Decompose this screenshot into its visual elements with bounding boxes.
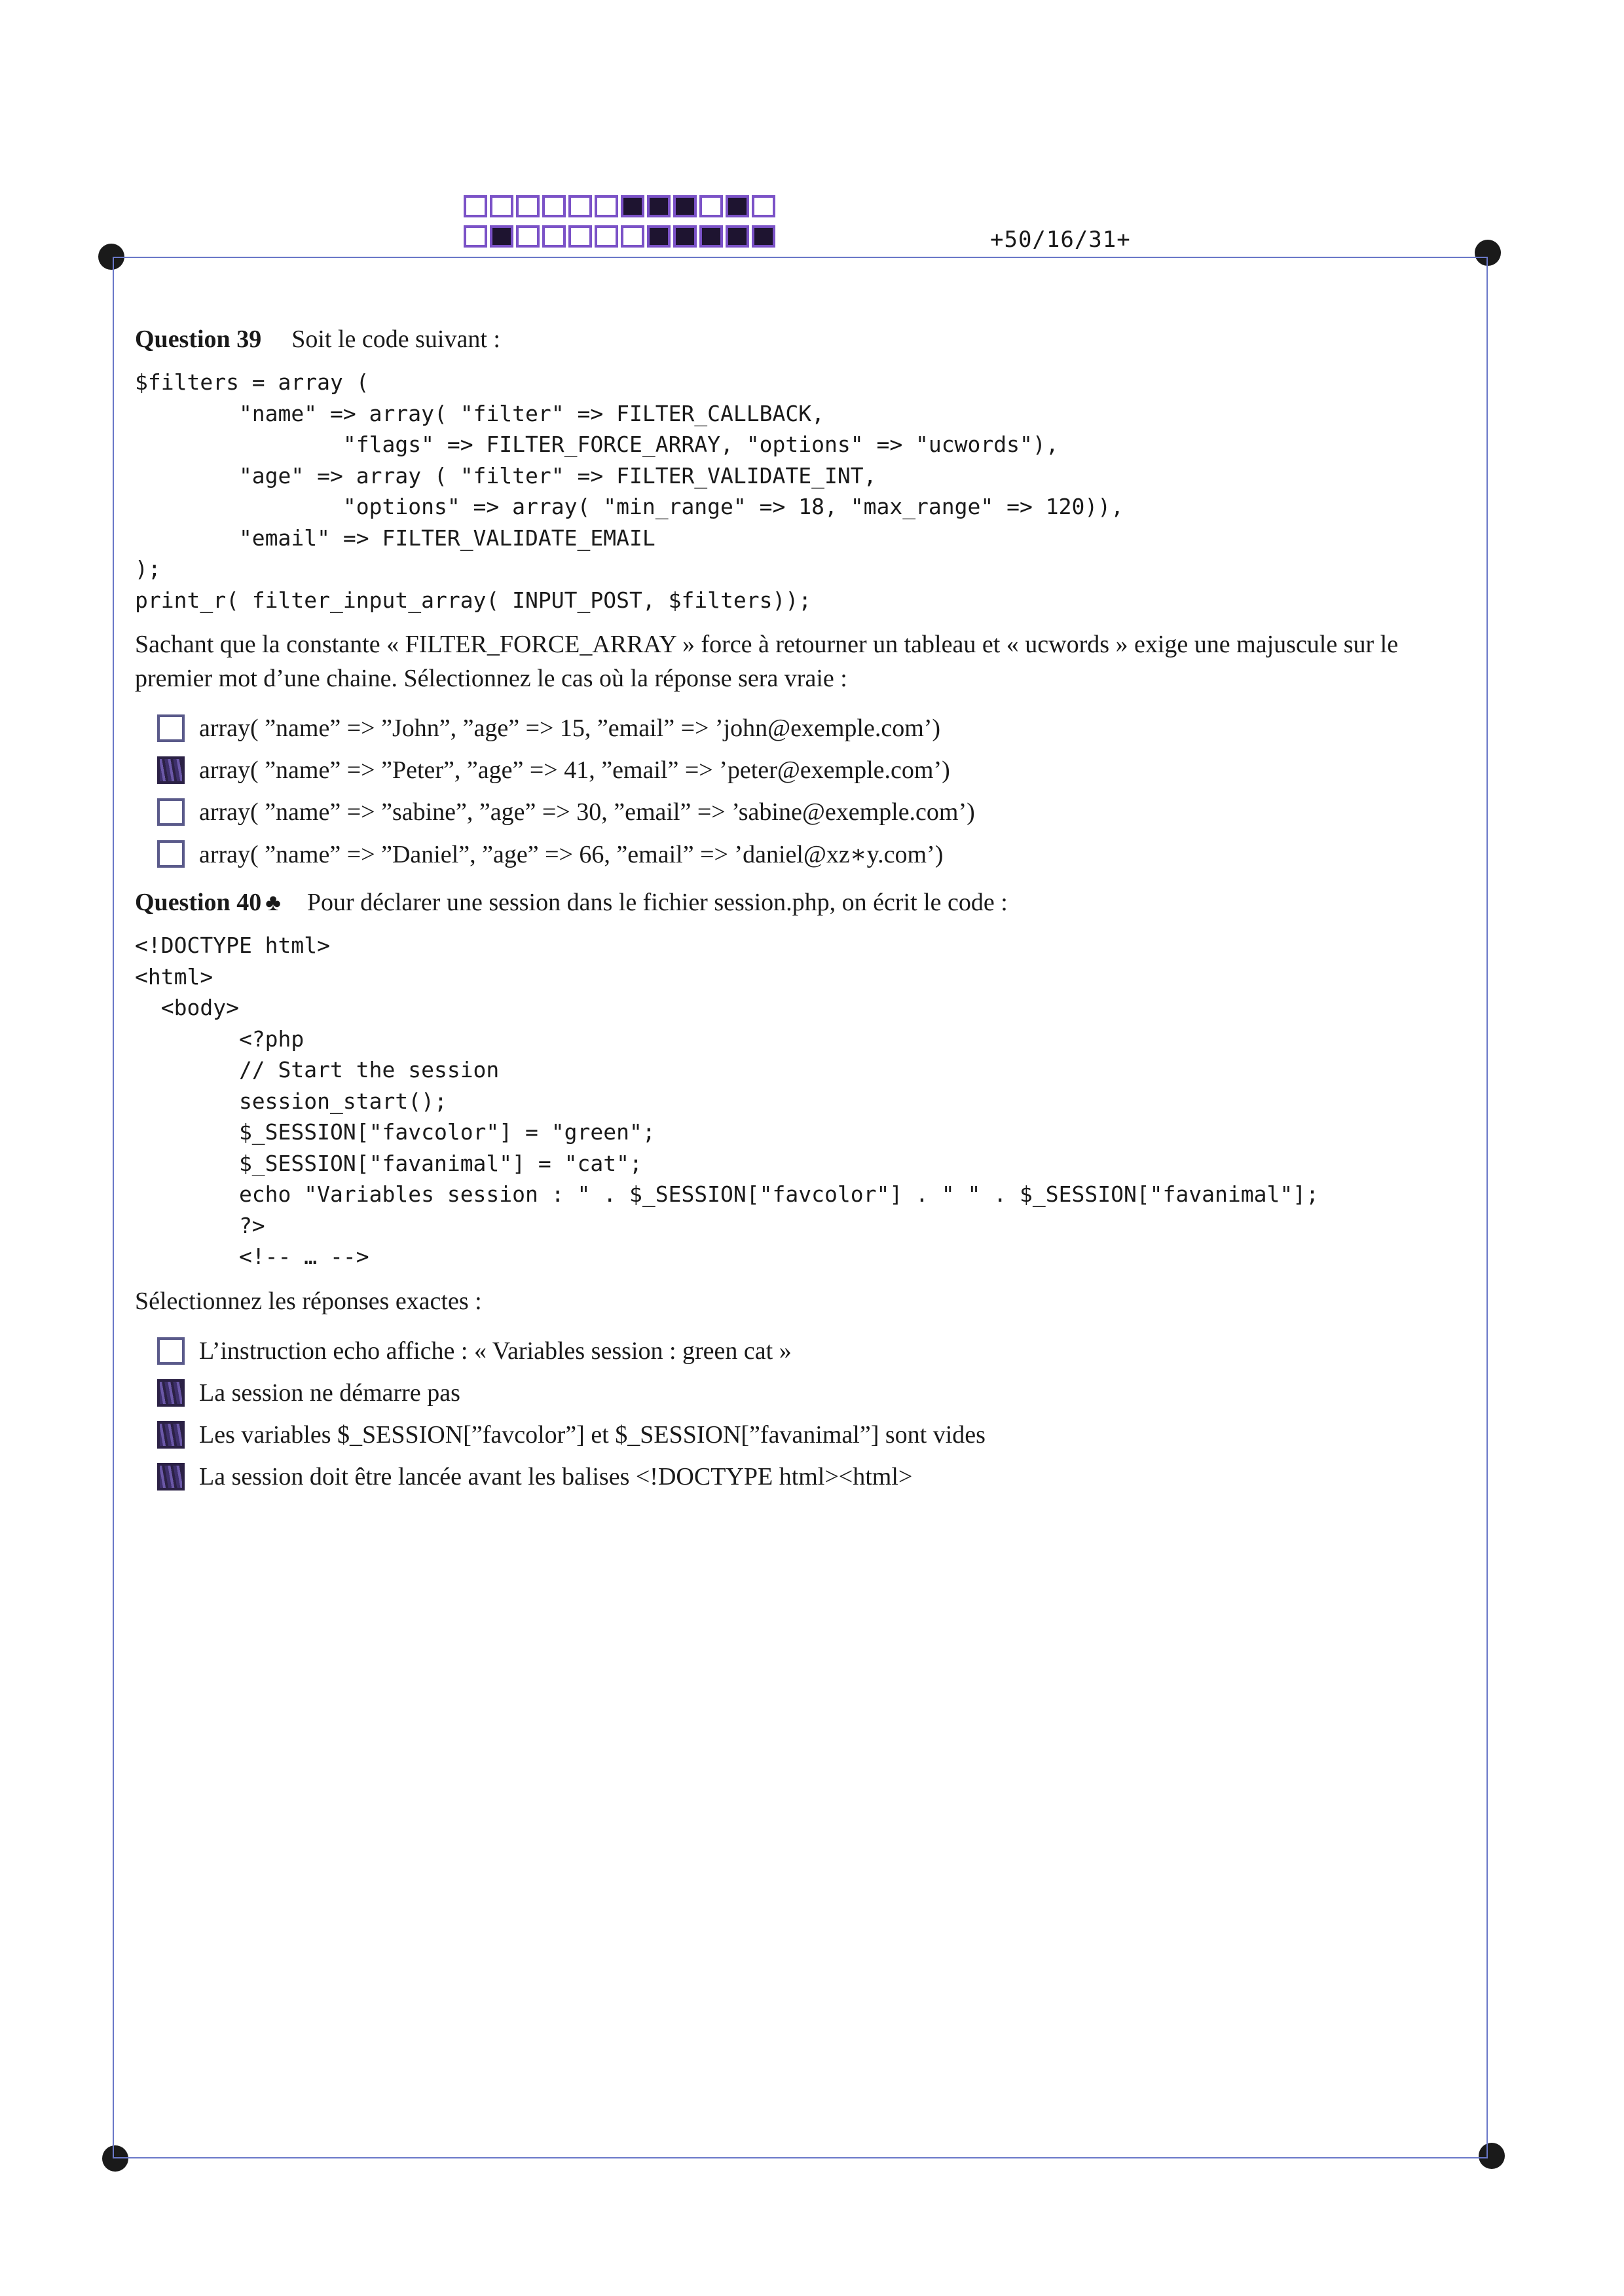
barcode-cell — [752, 225, 775, 248]
answer-label: array( ”name” => ”sabine”, ”age” => 30, ”email” => ’sabine@exemple.com’) — [199, 798, 975, 826]
question-39-title — [135, 321, 1471, 358]
barcode-cell — [464, 195, 487, 217]
question-39-text: Sachant que la constante « FILTER_FORCE_ARRAY » force à retourner un tableau et « ucwords » exige une majuscule sur le premier mot d’une chaine. Sélectionnez le cas où la réponse sera vraie : — [135, 631, 1399, 692]
barcode-row-1 — [464, 195, 778, 217]
copy-id: +50/16/31+ — [990, 227, 1131, 253]
barcode-cell — [568, 225, 592, 248]
checked-checkbox[interactable] — [157, 756, 185, 784]
club-icon: ♣ — [265, 889, 281, 916]
checkbox[interactable] — [157, 714, 185, 742]
answer-label: La session ne démarre pas — [199, 1379, 460, 1407]
answer-option[interactable] — [157, 1372, 1471, 1414]
question-40-answers — [157, 1330, 1471, 1498]
barcode-cell — [595, 225, 618, 248]
barcode-cell — [752, 195, 775, 217]
checked-checkbox[interactable] — [157, 1463, 185, 1491]
page-content — [135, 321, 1471, 1498]
answer-option[interactable] — [157, 791, 1471, 833]
barcode-cell — [647, 195, 671, 217]
answer-option[interactable] — [157, 1414, 1471, 1456]
barcode-cell — [673, 195, 697, 217]
answer-option[interactable] — [157, 833, 1471, 875]
barcode-cell — [542, 225, 566, 248]
answer-label: array( ”name” => ”Peter”, ”age” => 41, ”email” => ’peter@exemple.com’) — [199, 756, 950, 784]
barcode-cell — [516, 195, 540, 217]
answer-label: array( ”name” => ”John”, ”age” => 15, ”email” => ’john@exemple.com’) — [199, 714, 941, 742]
checked-checkbox[interactable] — [157, 1421, 185, 1449]
barcode-cell — [464, 225, 487, 248]
checkbox[interactable] — [157, 798, 185, 826]
barcode-cell — [542, 195, 566, 217]
barcode-cell — [568, 195, 592, 217]
barcode-cell — [621, 225, 644, 248]
barcode-cell — [699, 225, 723, 248]
question-39-number: Question 39 — [135, 325, 262, 353]
barcode-cell — [673, 225, 697, 248]
question-39 — [135, 321, 1471, 875]
answer-option[interactable] — [157, 1330, 1471, 1372]
barcode-cell — [726, 195, 749, 217]
checkbox[interactable] — [157, 1337, 185, 1365]
question-39-answers — [157, 707, 1471, 875]
answer-option[interactable] — [157, 707, 1471, 749]
checkbox[interactable] — [157, 840, 185, 868]
answer-option[interactable] — [157, 749, 1471, 791]
answer-label: L’instruction echo affiche : « Variables session : green cat » — [199, 1337, 792, 1365]
question-39-code: $filters = array ( "name" => array( "filter" => FILTER_CALLBACK, "flags" => FILTER_FORCE_ARRAY, "options" => "ucwords"), "age" => array ( "filter" => FILTER_VALIDATE_INT, "options" => array( "min_range" => 18, "max_range" => 120)), "email" => FILTER_VALIDATE_EMAIL ); print_r( filter_input_array( INPUT_POST, $filters)); — [135, 369, 1124, 613]
barcode-cell — [647, 225, 671, 248]
checked-checkbox[interactable] — [157, 1379, 185, 1407]
answer-label: La session doit être lancée avant les balises <!DOCTYPE html><html> — [199, 1462, 913, 1491]
barcode-cell — [516, 225, 540, 248]
question-40-number: Question 40 — [135, 889, 262, 916]
barcode-cell — [595, 195, 618, 217]
question-39-prompt: Soit le code suivant : — [291, 325, 500, 353]
barcode-cell — [490, 225, 513, 248]
question-40-code: <!DOCTYPE html> <html> <body> <?php // Start the session session_start(); $_SESSION["favcolor"] = "green"; $_SESSION["favanimal"] = "cat"; echo "Variables session : " . $_SESSION["favcolor"] . " " . $_SESSION["favanimal"]; ?> <!-- … --> — [135, 933, 1319, 1269]
answer-label: array( ”name” => ”Daniel”, ”age” => 66, ”email” => ’daniel@xz∗y.com’) — [199, 840, 944, 868]
question-40-text: Sélectionnez les réponses exactes : — [135, 1287, 482, 1315]
barcode-cell — [621, 195, 644, 217]
answer-label: Les variables $_SESSION[”favcolor”] et $_SESSION[”favanimal”] sont vides — [199, 1420, 986, 1449]
question-40-title — [135, 884, 1471, 921]
barcode-cell — [490, 195, 513, 217]
barcode-row-2 — [464, 225, 778, 248]
barcode-cell — [699, 195, 723, 217]
question-40-prompt: Pour déclarer une session dans le fichier session.php, on écrit le code : — [306, 889, 1008, 916]
answer-option[interactable] — [157, 1456, 1471, 1498]
question-40 — [135, 884, 1471, 1498]
barcode-cell — [726, 225, 749, 248]
